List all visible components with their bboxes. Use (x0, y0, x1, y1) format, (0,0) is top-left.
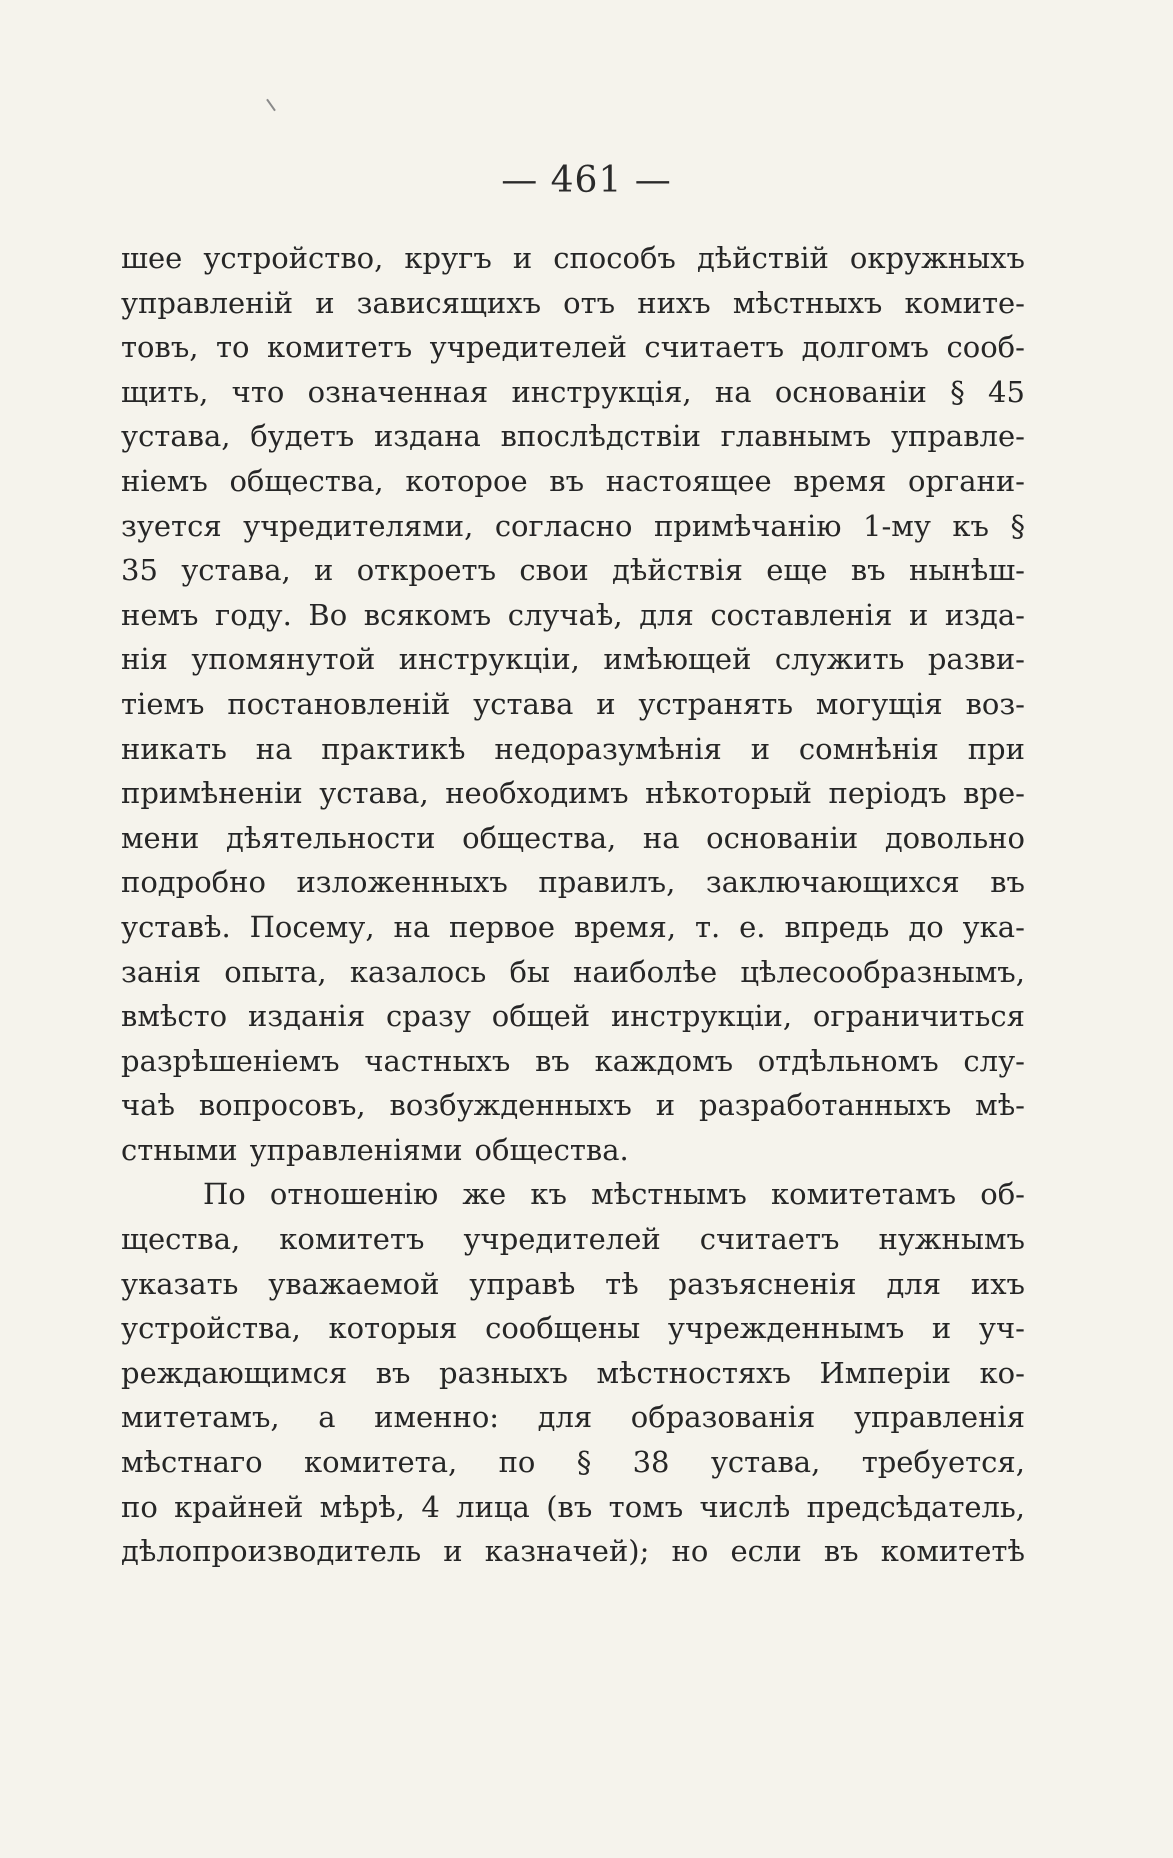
word: дѣлопроизводитель (121, 1534, 422, 1569)
word: мѣстностяхъ (596, 1355, 791, 1390)
word: всякомъ (363, 597, 492, 632)
word: вмѣсто (121, 999, 228, 1034)
text-line (121, 994, 1025, 1039)
word: управленій (121, 285, 294, 320)
word: § (1010, 508, 1025, 543)
word: учредителей (463, 1222, 661, 1257)
word: стными (121, 1132, 238, 1167)
word: въ (535, 1043, 570, 1078)
word: и (655, 1088, 676, 1123)
word: требуется, (861, 1445, 1025, 1480)
text-line (121, 504, 1025, 549)
word: до (908, 909, 944, 944)
word: частныхъ (364, 1043, 511, 1078)
word: на (393, 909, 431, 944)
text-line (121, 771, 1025, 816)
text-line (121, 950, 1025, 995)
word: вре- (963, 776, 1025, 811)
word: § (576, 1445, 592, 1480)
word: отношенію (269, 1177, 439, 1212)
word: устройства, (121, 1311, 301, 1346)
word: т. (694, 909, 721, 944)
text-line (121, 1128, 1025, 1173)
word: нія (121, 642, 168, 677)
word: время, (573, 909, 677, 944)
word: устава (473, 686, 574, 721)
word: служить (774, 642, 905, 677)
word: откроетъ (356, 553, 497, 588)
word: числѣ (699, 1489, 791, 1524)
word: необходимъ (445, 776, 629, 811)
stray-mark (266, 99, 276, 112)
text-line (121, 325, 1025, 370)
word: подробно (121, 865, 266, 900)
word: отъ (563, 285, 616, 320)
word: § (950, 374, 965, 409)
word: опыта, (224, 954, 327, 989)
word: основаніи (706, 820, 859, 855)
word: и (596, 686, 616, 721)
text-line (121, 860, 1025, 905)
word: нынѣш- (908, 553, 1025, 588)
word: мѣрѣ, (319, 1489, 405, 1524)
word: издана (373, 419, 481, 454)
word: учредителей (429, 330, 627, 365)
word: имѣющей (603, 642, 752, 677)
word: въ (823, 1534, 859, 1569)
word: е. (739, 909, 766, 944)
word: дѣйствія (612, 553, 743, 588)
word: въ (375, 1355, 411, 1390)
word: органи- (908, 463, 1025, 498)
word: періодъ (828, 776, 947, 811)
word: именно: (374, 1400, 500, 1435)
word: устава, (121, 419, 231, 454)
word: предсѣдатель, (806, 1489, 1025, 1524)
word: ограничиться (812, 999, 1025, 1034)
text-line (121, 1395, 1025, 1440)
text-line (121, 816, 1025, 861)
word: бы (509, 954, 550, 989)
word: въ (990, 865, 1025, 900)
word: зависящихъ (356, 285, 542, 320)
word: занія (121, 954, 202, 989)
word: общества, (229, 463, 384, 498)
text-line (121, 548, 1025, 593)
word: а (318, 1400, 336, 1435)
word: случаѣ, (507, 597, 623, 632)
word: на (255, 731, 293, 766)
word: ука- (962, 909, 1025, 944)
word: главнымъ (720, 419, 872, 454)
word: сомнѣнія (798, 731, 939, 766)
word: томъ (608, 1489, 684, 1524)
word: цѣлесообразнымъ, (740, 954, 1025, 989)
word: разработанныхъ (698, 1088, 952, 1123)
word: что (231, 374, 285, 409)
word: составленія (710, 597, 893, 632)
word: которыя (328, 1311, 458, 1346)
word: управленія (853, 1400, 1025, 1435)
word: слу- (963, 1043, 1025, 1078)
word: кругъ (404, 241, 492, 275)
word: 35 (121, 553, 158, 588)
text-line (121, 370, 1025, 415)
word: считаетъ (644, 330, 785, 365)
word: комите- (904, 285, 1025, 320)
word: время (793, 463, 887, 498)
word: ихъ (970, 1266, 1025, 1301)
word: мѣстныхъ (732, 285, 883, 320)
word: общества. (474, 1132, 629, 1167)
word: управѣ (469, 1266, 576, 1301)
word: настоящее (605, 463, 772, 498)
word: свои (519, 553, 589, 588)
word: дѣятельности (226, 820, 436, 855)
text-line (121, 727, 1025, 772)
text-line (121, 1440, 1025, 1485)
word: образованія (630, 1400, 816, 1435)
word: и (443, 1534, 463, 1569)
word: могущія (815, 686, 943, 721)
word: разныхъ (439, 1355, 568, 1390)
word: реждающимся (121, 1355, 348, 1390)
text-line (121, 1172, 1025, 1217)
word: отдѣльномъ (757, 1043, 939, 1078)
word: и (931, 1311, 952, 1346)
body-text (121, 236, 1025, 1574)
word: при (967, 731, 1025, 766)
word: митетамъ, (121, 1400, 280, 1435)
word: нужнымъ (878, 1222, 1025, 1257)
word: тѣ (605, 1266, 639, 1301)
word: практикѣ (321, 731, 466, 766)
word: на (714, 374, 752, 409)
word: каждомъ (594, 1043, 734, 1078)
word: 4 (421, 1489, 440, 1524)
word: для (639, 597, 694, 632)
word: Имперіи (819, 1355, 952, 1390)
word: и (750, 731, 771, 766)
word: окружныхъ (849, 241, 1025, 275)
word: воз- (965, 686, 1025, 721)
word: комитетамъ (771, 1177, 957, 1212)
word: для (537, 1400, 593, 1435)
word: изданія (247, 999, 366, 1034)
word: и (908, 597, 929, 632)
word: согласно (494, 508, 633, 543)
word: мѣ- (975, 1088, 1025, 1123)
word: разви- (927, 642, 1025, 677)
word: устранять (638, 686, 794, 721)
word: на (642, 820, 680, 855)
word: комитетъ (279, 1222, 425, 1257)
word: устава, (181, 553, 291, 588)
word: возбужденныхъ (389, 1088, 632, 1123)
word: крайней (174, 1489, 304, 1524)
word: управленіями (249, 1132, 463, 1167)
word: къ (952, 508, 989, 543)
word: сообщены (485, 1311, 641, 1346)
word: казначей); (484, 1534, 650, 1569)
word: уважаемой (268, 1266, 440, 1301)
word: способъ (553, 241, 676, 275)
page-number: — 461 — (501, 160, 672, 201)
word: будетъ (250, 419, 355, 454)
word: сооб- (946, 330, 1025, 365)
word: 38 (632, 1445, 670, 1480)
word: устава, (319, 776, 429, 811)
word: немъ (121, 597, 199, 632)
word: то (215, 330, 250, 365)
word: лица (456, 1489, 530, 1524)
text-line (121, 1306, 1025, 1351)
word: впредь (784, 909, 890, 944)
word: устройство, (203, 241, 384, 275)
word: 45 (988, 374, 1025, 409)
word: комитета, (303, 1445, 458, 1480)
word: впослѣдствіи (500, 419, 701, 454)
word: означенная (307, 374, 489, 409)
word: и (512, 241, 533, 275)
word: правилъ, (538, 865, 676, 900)
text-line (121, 1529, 1025, 1574)
word: управле- (890, 419, 1025, 454)
word: мени (121, 820, 200, 855)
word: ніемъ (121, 463, 208, 498)
word: еще (766, 553, 828, 588)
word: довольно (884, 820, 1025, 855)
word: упомянутой (191, 642, 376, 677)
word: недоразумѣнія (494, 731, 722, 766)
word: для (886, 1266, 942, 1301)
word: изда- (944, 597, 1025, 632)
word: мѣстнаго (121, 1445, 263, 1480)
word: но (671, 1534, 709, 1569)
word: сразу (385, 999, 471, 1034)
word: долгомъ (801, 330, 930, 365)
text-line (121, 1039, 1025, 1084)
word: инструкція, (511, 374, 692, 409)
word: нѣкоторый (645, 776, 812, 811)
text-line (121, 905, 1025, 950)
text-line (121, 1083, 1025, 1128)
text-line (121, 414, 1025, 459)
word: учрежденнымъ (667, 1311, 905, 1346)
word: ко- (979, 1355, 1025, 1390)
word: тіемъ (121, 686, 205, 721)
word: зуется (121, 508, 222, 543)
word: и (315, 285, 335, 320)
word: щества, (121, 1222, 241, 1257)
word: Посему, (249, 909, 375, 944)
text-line (121, 1485, 1025, 1530)
word: указать (121, 1266, 239, 1301)
text-line (121, 459, 1025, 504)
word: уч- (978, 1311, 1025, 1346)
word: комитетъ (266, 330, 413, 365)
word: Во (308, 597, 348, 632)
word: общества, (462, 820, 617, 855)
word: По (203, 1177, 246, 1212)
text-line (121, 637, 1025, 682)
text-line (121, 236, 1025, 281)
word: изложенныхъ (296, 865, 508, 900)
word: если (730, 1534, 802, 1569)
word: мѣстнымъ (591, 1177, 747, 1212)
word: чаѣ (121, 1088, 175, 1123)
word: же (462, 1177, 507, 1212)
word: товъ, (121, 330, 199, 365)
word: и (314, 553, 334, 588)
word: считаетъ (699, 1222, 840, 1257)
word: уставѣ. (121, 909, 231, 944)
word: вопросовъ, (198, 1088, 366, 1123)
text-line (121, 1217, 1025, 1262)
word: наиболѣе (573, 954, 718, 989)
word: устава, (710, 1445, 821, 1480)
text-line (121, 1262, 1025, 1307)
word: въ (549, 463, 585, 498)
word: разъясненія (668, 1266, 857, 1301)
word: нихъ (637, 285, 711, 320)
text-line (121, 593, 1025, 638)
word: (въ (546, 1489, 593, 1524)
word: примѣчанію (653, 508, 842, 543)
word: разрѣшеніемъ (121, 1043, 340, 1078)
word: общей (491, 999, 591, 1034)
text-line (121, 281, 1025, 326)
word: которое (405, 463, 528, 498)
word: щить, (121, 374, 209, 409)
word: по (121, 1489, 158, 1524)
word: казалось (349, 954, 487, 989)
word: учредителями, (243, 508, 474, 543)
word: къ (530, 1177, 567, 1212)
word: инструкціи, (398, 642, 580, 677)
word: постановленій (227, 686, 451, 721)
text-line (121, 1351, 1025, 1396)
word: основаніи (774, 374, 927, 409)
word: примѣненіи (121, 776, 303, 811)
word: по (498, 1445, 536, 1480)
word: году. (215, 597, 292, 632)
text-line (121, 682, 1025, 727)
word: 1-му (863, 508, 931, 543)
word: заключающихся (705, 865, 960, 900)
word: никать (121, 731, 227, 766)
word: первое (449, 909, 556, 944)
word: инструкціи, (610, 999, 793, 1034)
word: дѣйствій (696, 241, 829, 275)
word: об- (980, 1177, 1025, 1212)
word: въ (850, 553, 886, 588)
word: комитетѣ (880, 1534, 1025, 1569)
word: шее (121, 241, 183, 275)
